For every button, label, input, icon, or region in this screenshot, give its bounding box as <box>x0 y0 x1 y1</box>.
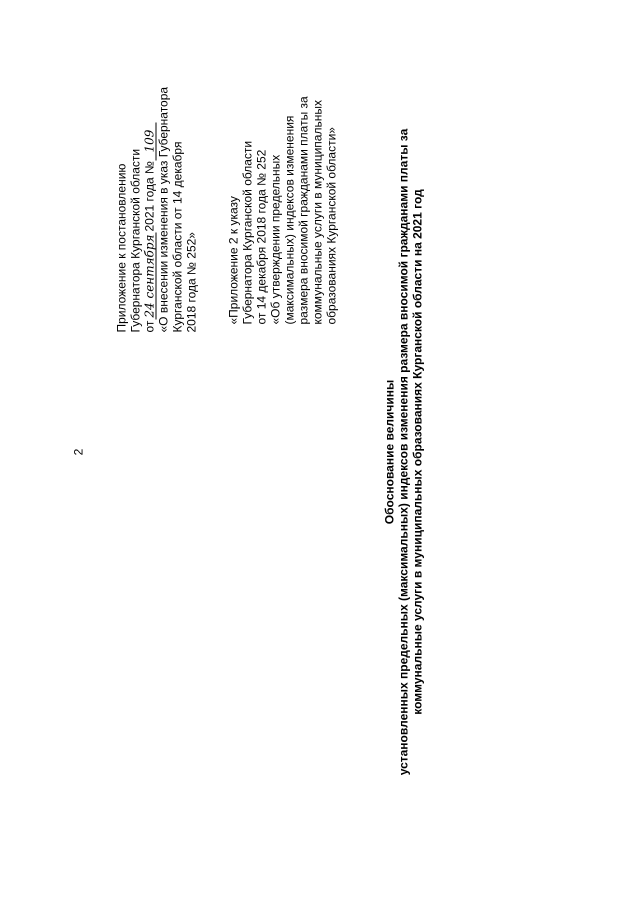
document-title <box>383 0 425 905</box>
appendix-line-5: Курганской области от 14 декабря <box>170 141 185 333</box>
title-line-1: Обоснование величины <box>382 379 397 525</box>
rotated-content <box>1 0 640 905</box>
appendix-date-middle: 2021 года № <box>142 161 157 232</box>
title-line-3: коммунальные услуги в муниципальных образованиях Курганской области на 2021 год <box>410 189 425 715</box>
annex-line-5: (максимальных) индексов изменения <box>282 115 297 325</box>
annex-heading <box>227 0 339 325</box>
appendix-line-4: «О внесении изменения в указ Губернатора <box>156 86 171 333</box>
annex-line-7: коммунальные услуги в муниципальных <box>310 100 325 325</box>
annex-line-4: «Об утверждении предельных <box>268 154 283 325</box>
appendix-line-6: 2018 года № 252» <box>184 232 199 333</box>
appendix-date-prefix: от <box>142 320 157 333</box>
title-line-2: установленных предельных (максимальных) индексов изменения размера вносимой гражданами платы за <box>396 128 411 776</box>
annex-line-2: Губернатора Курганской области <box>240 140 255 325</box>
annex-line-3: от 14 декабря 2018 года № 252 <box>254 149 269 325</box>
annex-line-6: размера вносимой гражданами платы за <box>296 96 311 325</box>
annex-line-1: «Приложение 2 к указу <box>226 196 241 325</box>
page-number: 2 <box>71 448 86 456</box>
annex-line-8: образованиях Курганской области» <box>324 127 339 325</box>
handwritten-date: 24 сентября <box>142 234 157 318</box>
appendix-heading <box>115 0 199 333</box>
appendix-line-1: Приложение к постановлению <box>114 163 129 333</box>
handwritten-number: 109 <box>144 122 157 160</box>
appendix-line-2: Губернатора Курганской области <box>128 148 143 333</box>
appendix-date-number-line <box>143 0 157 333</box>
